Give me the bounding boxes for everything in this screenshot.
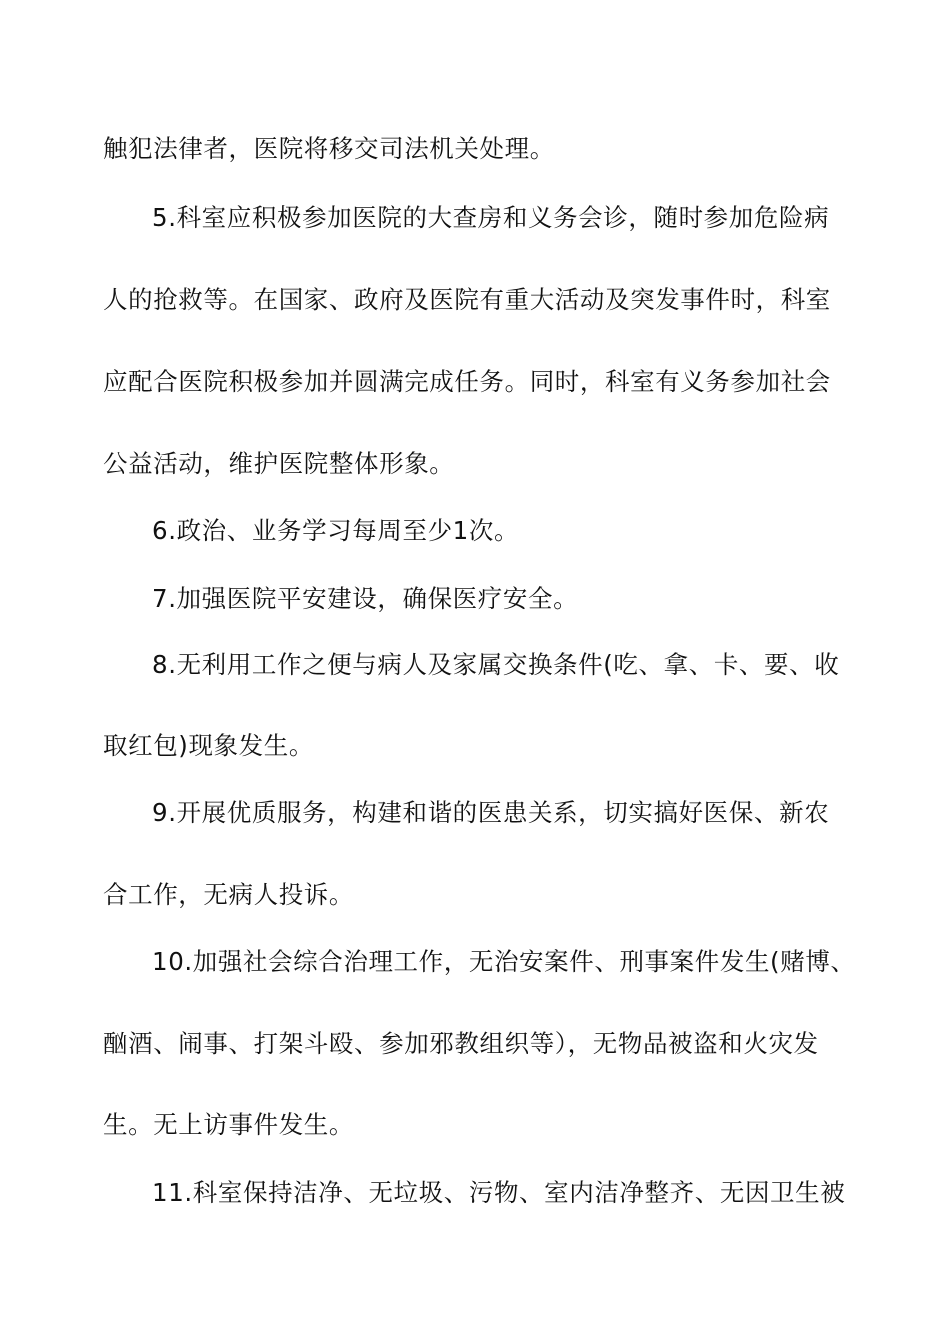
list-item-9-line-2: 合工作，无病人投诉。: [103, 880, 354, 909]
list-item-5-line-3: 应配合医院积极参加并圆满完成任务。同时，科室有义务参加社会: [103, 367, 831, 396]
list-item-10-line-2: 酗酒、闹事、打架斗殴、参加邪教组织等），无物品被盗和火灾发: [103, 1029, 819, 1058]
list-item-5-line-1: 5.科室应积极参加医院的大查房和义务会诊，随时参加危险病: [152, 203, 830, 232]
text-line: 触犯法律者，医院将移交司法机关处理。: [103, 134, 555, 163]
list-item-8-line-2: 取红包)现象发生。: [103, 731, 314, 760]
list-item-10-line-3: 生。无上访事件发生。: [103, 1110, 354, 1139]
list-item-5-line-4: 公益活动，维护医院整体形象。: [103, 449, 455, 478]
list-item-11-line-1: 11.科室保持洁净、无垃圾、污物、室内洁净整齐、无因卫生被: [152, 1178, 846, 1207]
list-item-8-line-1: 8.无利用工作之便与病人及家属交换条件(吃、拿、卡、要、收: [152, 650, 840, 679]
list-item-6: 6.政治、业务学习每周至少1次。: [152, 516, 520, 545]
list-item-5-line-2: 人的抢救等。在国家、政府及医院有重大活动及突发事件时，科室: [103, 285, 831, 314]
list-item-7: 7.加强医院平安建设，确保医疗安全。: [152, 584, 579, 613]
list-item-10-line-1: 10.加强社会综合治理工作，无治安案件、刑事案件发生(赌博、: [152, 947, 856, 976]
list-item-9-line-1: 9.开展优质服务，构建和谐的医患关系，切实搞好医保、新农: [152, 798, 830, 827]
